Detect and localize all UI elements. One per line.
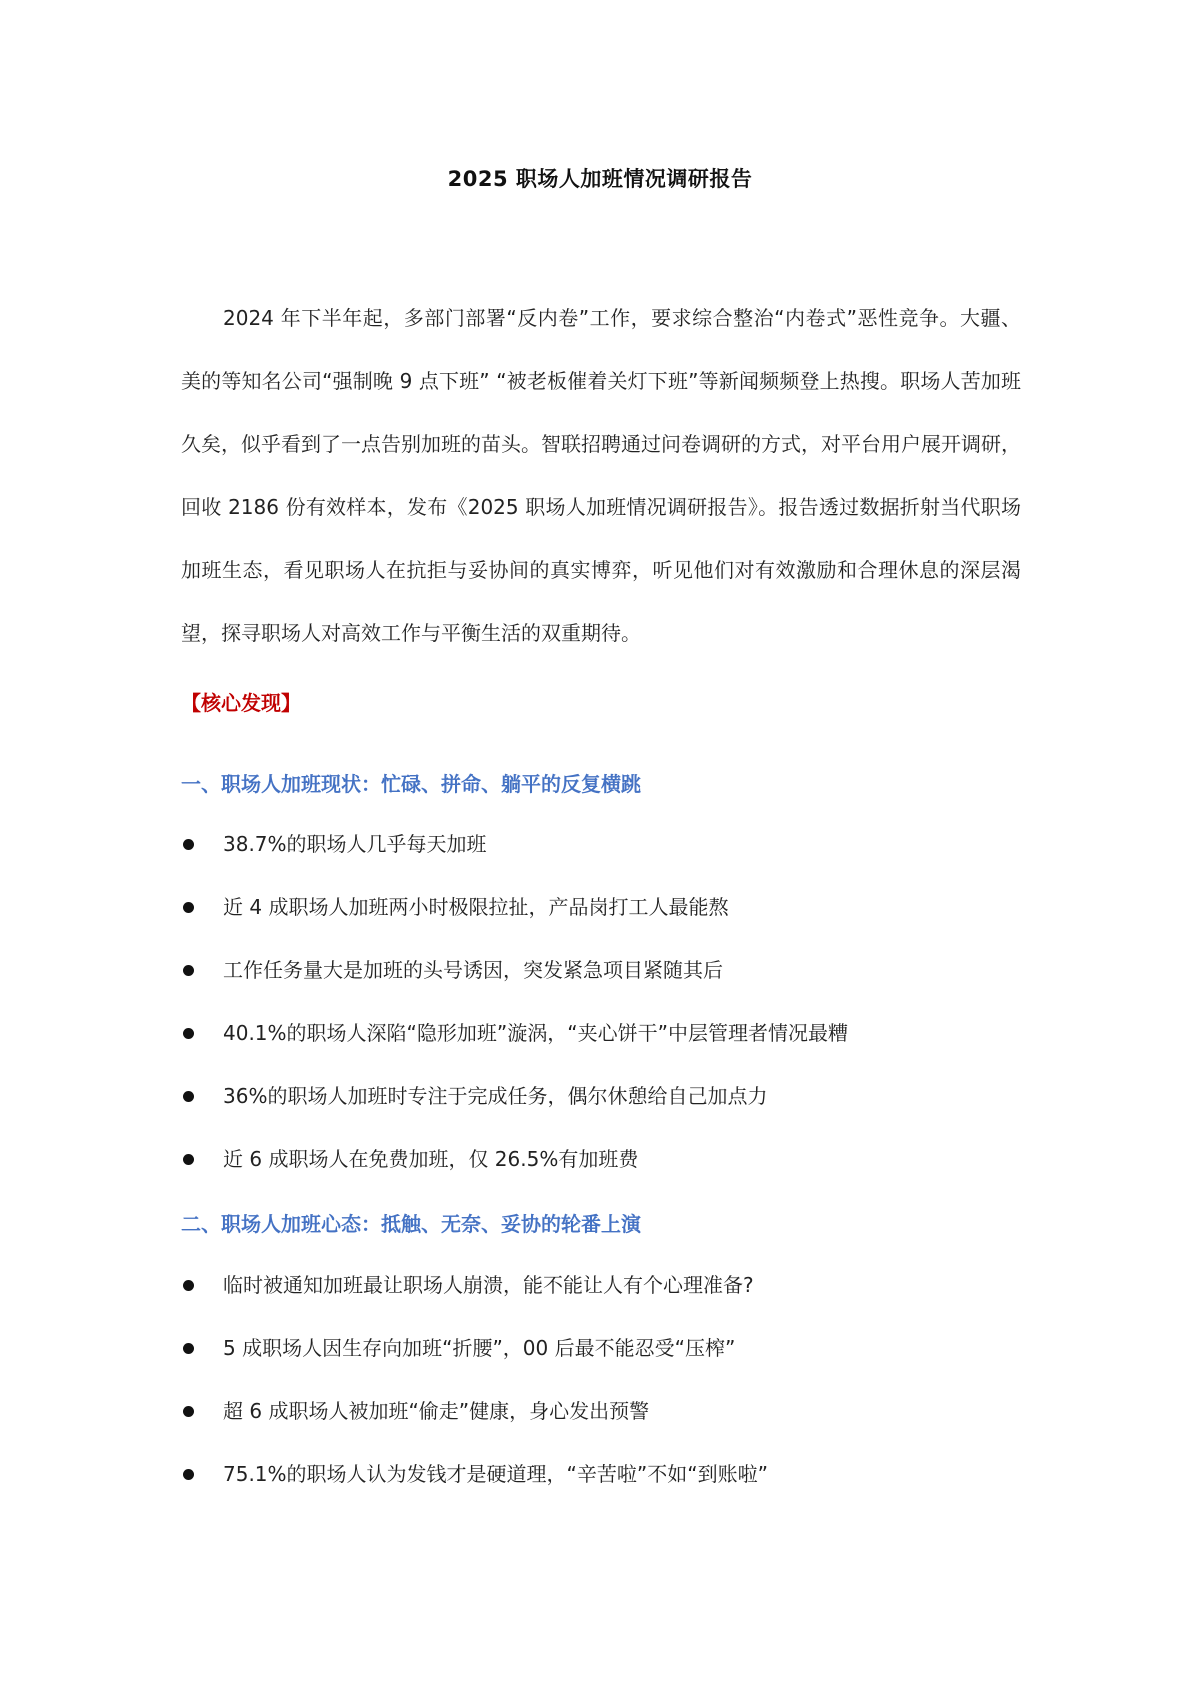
bullet-icon bbox=[183, 1406, 194, 1417]
bullet-list-status bbox=[181, 829, 848, 1207]
bullet-icon bbox=[183, 1091, 194, 1102]
list-item bbox=[181, 892, 848, 955]
list-item bbox=[181, 1396, 768, 1459]
section-heading-mindset: 二、职场人加班心态：抵触、无奈、妥协的轮番上演 bbox=[181, 1212, 641, 1236]
list-item-text: 工作任务量大是加班的头号诱因，突发紧急项目紧随其后 bbox=[223, 958, 723, 982]
bullet-list-mindset bbox=[181, 1270, 768, 1522]
list-item bbox=[181, 829, 848, 892]
list-item-text: 38.7%的职场人几乎每天加班 bbox=[223, 832, 487, 856]
section-heading-status: 一、职场人加班现状：忙碌、拼命、躺平的反复横跳 bbox=[181, 772, 641, 796]
bullet-icon bbox=[183, 902, 194, 913]
bullet-icon bbox=[183, 1343, 194, 1354]
bullet-icon bbox=[183, 965, 194, 976]
list-item-text: 超 6 成职场人被加班“偷走”健康，身心发出预警 bbox=[223, 1399, 650, 1423]
list-item-text: 5 成职场人因生存向加班“折腰”，00 后最不能忍受“压榨” bbox=[223, 1336, 736, 1360]
list-item bbox=[181, 955, 848, 1018]
list-item bbox=[181, 1144, 848, 1207]
core-findings-label: 【核心发现】 bbox=[181, 691, 301, 715]
list-item-text: 近 4 成职场人加班两小时极限拉扯，产品岗打工人最能熬 bbox=[223, 895, 729, 919]
list-item-text: 临时被通知加班最让职场人崩溃，能不能让人有个心理准备? bbox=[223, 1273, 754, 1297]
list-item bbox=[181, 1333, 768, 1396]
list-item-text: 36%的职场人加班时专注于完成任务，偶尔休憩给自己加点力 bbox=[223, 1084, 768, 1108]
list-item bbox=[181, 1018, 848, 1081]
list-item-text: 40.1%的职场人深陷“隐形加班”漩涡，“夹心饼干”中层管理者情况最糟 bbox=[223, 1021, 848, 1045]
bullet-icon bbox=[183, 1154, 194, 1165]
list-item-text: 近 6 成职场人在免费加班，仅 26.5%有加班费 bbox=[223, 1147, 639, 1171]
list-item bbox=[181, 1459, 768, 1522]
bullet-icon bbox=[183, 1469, 194, 1480]
intro-paragraph: 2024 年下半年起，多部门部署“反内卷”工作，要求综合整治“内卷式”恶性竞争。大疆、美的等知名公司“强制晚 9 点下班” “被老板催着关灯下班”等新闻频频登上热搜。职场人苦加班久矣，似乎看到了一点告别加班的苗头。智联招聘通过问卷调研的方式，对平台用户展开调研，回收 2186 份有效样本，发布《2025 职场人加班情况调研报告》。报告透过数据折射当代职场加班生态，看见职场人在抗拒与妥协间的真实博弈，听见他们对有效激励和合理休息的深层渴望，探寻职场人对高效工作与平衡生活的双重期待。 bbox=[181, 306, 1021, 645]
list-item-text: 75.1%的职场人认为发钱才是硬道理，“辛苦啦”不如“到账啦” bbox=[223, 1462, 768, 1486]
document-title: 2025 职场人加班情况调研报告 bbox=[447, 167, 753, 191]
list-item bbox=[181, 1081, 848, 1144]
bullet-icon bbox=[183, 1028, 194, 1039]
bullet-icon bbox=[183, 839, 194, 850]
bullet-icon bbox=[183, 1280, 194, 1291]
list-item bbox=[181, 1270, 768, 1333]
